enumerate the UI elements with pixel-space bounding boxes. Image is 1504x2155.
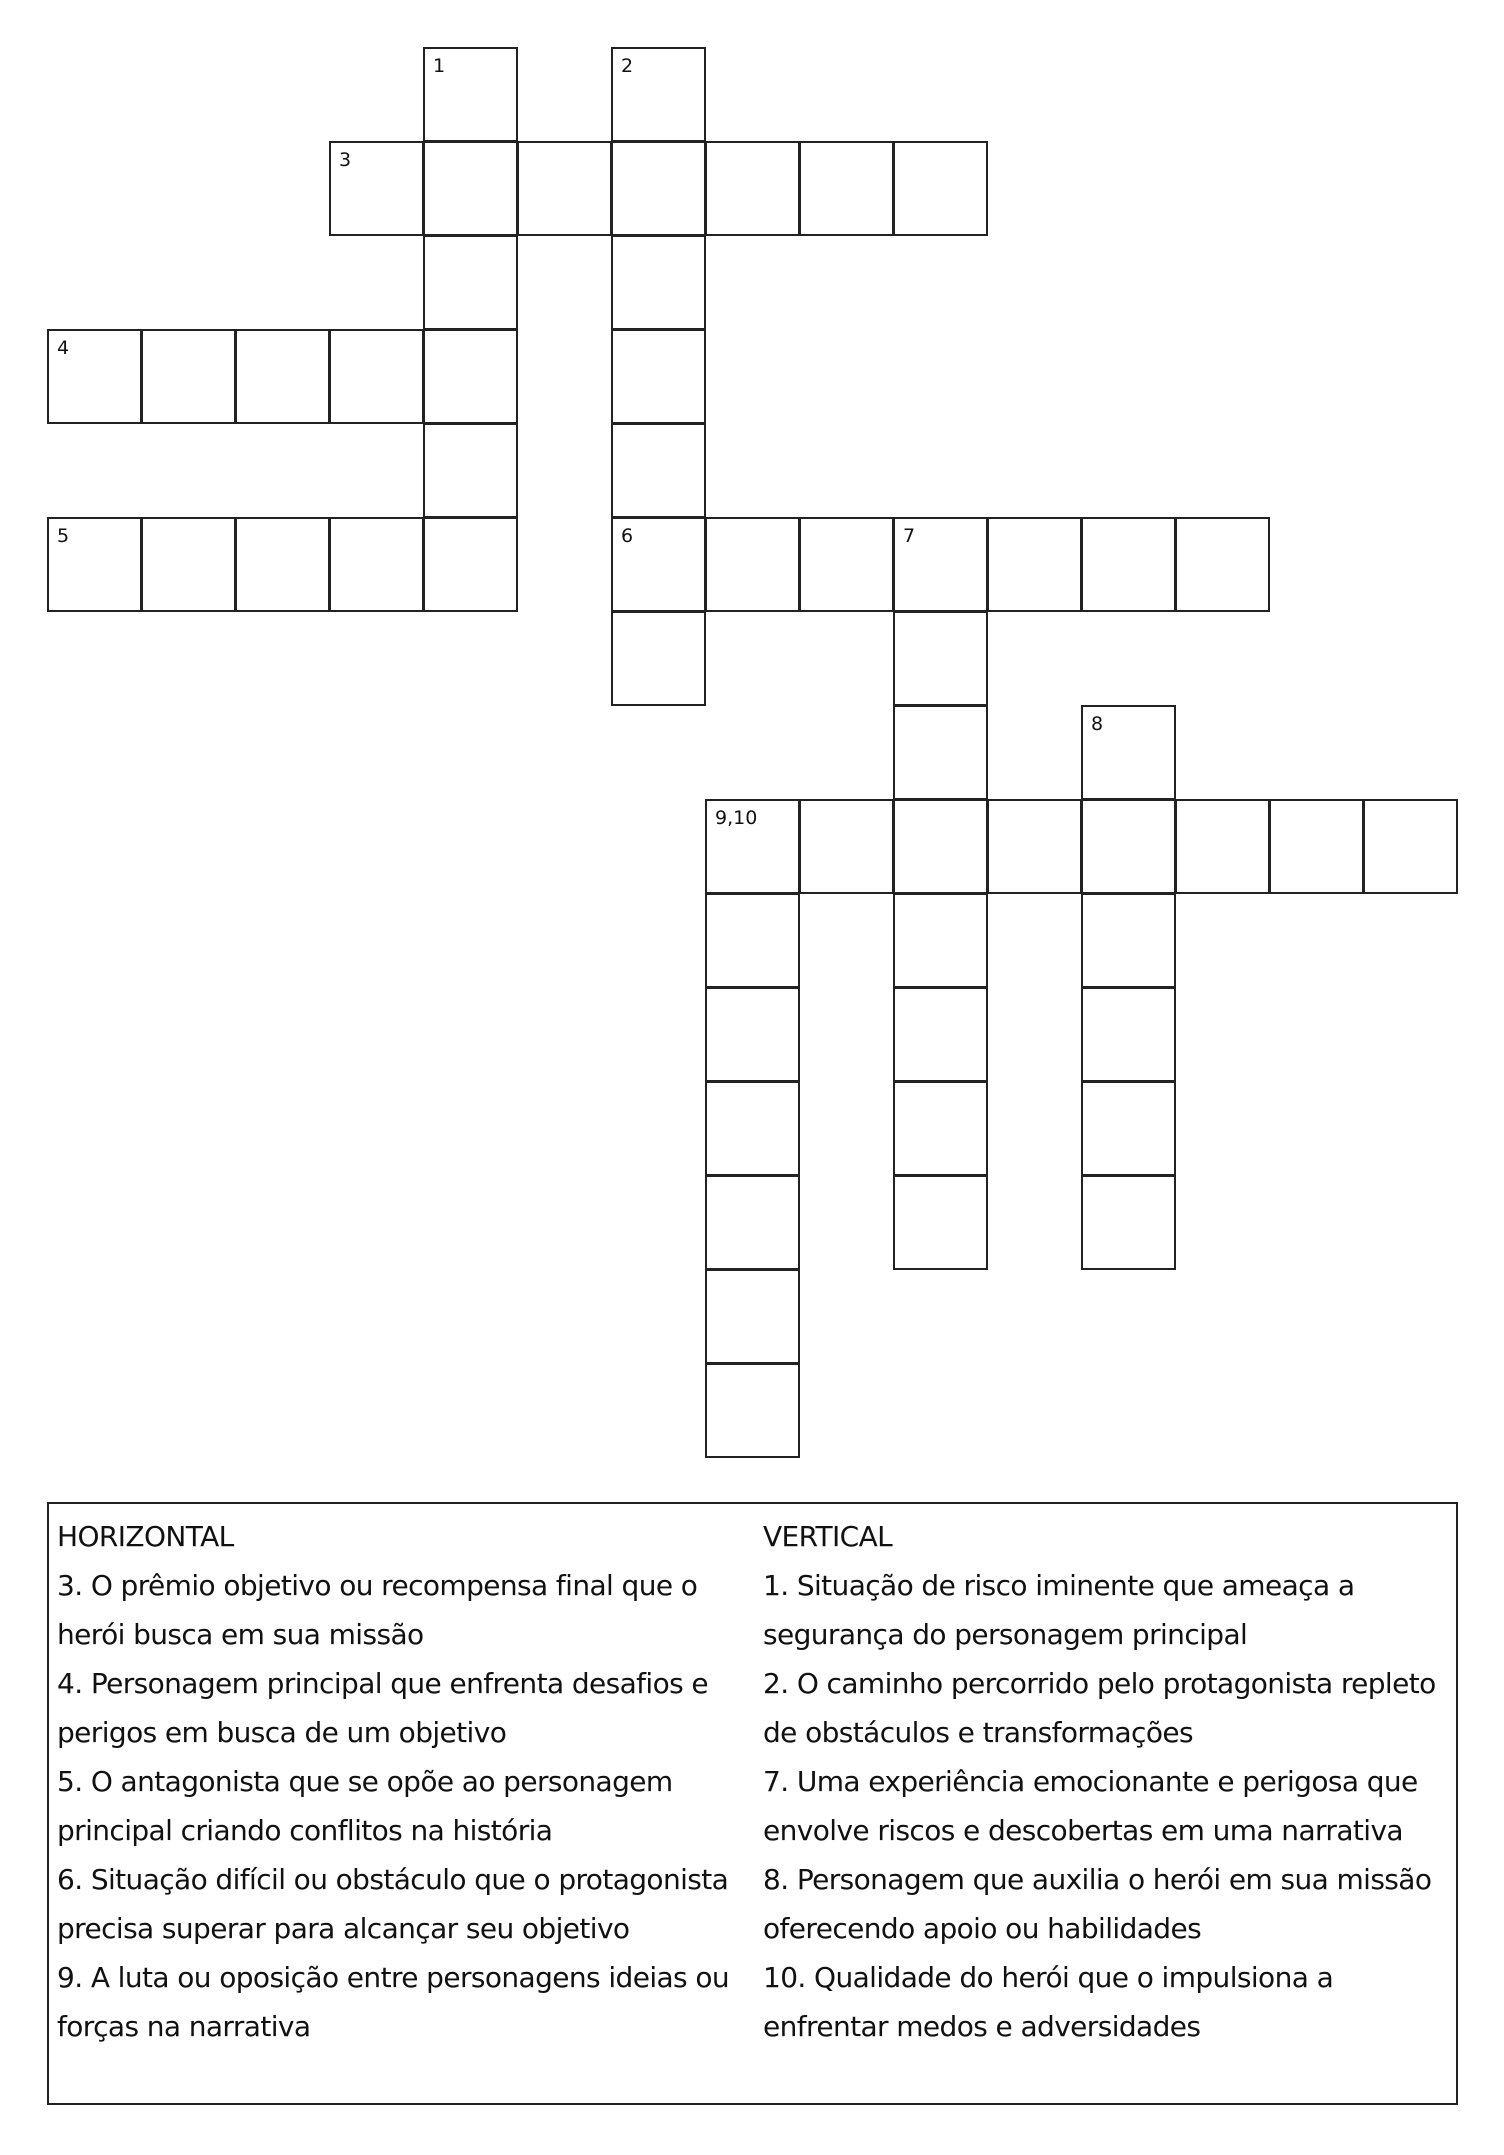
crossword-cell[interactable] (141, 517, 236, 612)
crossword-cell[interactable] (1081, 1175, 1176, 1270)
crossword-cell[interactable] (423, 141, 518, 236)
crossword-cell[interactable] (705, 1081, 800, 1176)
crossword-cell[interactable] (141, 329, 236, 424)
crossword-cell[interactable] (893, 1175, 988, 1270)
crossword-cell[interactable] (893, 705, 988, 800)
clue-number: 3 (339, 149, 352, 171)
clue-number: 9,10 (715, 807, 758, 829)
clue-line: 5. O antagonista que se opõe ao personagem (57, 1765, 673, 1798)
crossword-cell[interactable] (1363, 799, 1458, 894)
crossword-cell[interactable] (1175, 799, 1270, 894)
crossword-cell[interactable] (705, 141, 800, 236)
crossword-cell[interactable] (611, 235, 706, 330)
crossword-cell[interactable] (1081, 517, 1176, 612)
clue-line: envolve riscos e descobertas em uma narrativa (763, 1814, 1403, 1847)
crossword-cell[interactable] (987, 799, 1082, 894)
horizontal-clues (57, 1512, 737, 2051)
clue-line: de obstáculos e transformações (763, 1716, 1193, 1749)
clue-line: forças na narrativa (57, 2010, 311, 2043)
crossword-cell[interactable] (893, 987, 988, 1082)
crossword-cell[interactable] (799, 517, 894, 612)
crossword-cell[interactable] (1081, 1081, 1176, 1176)
crossword-cell[interactable] (517, 141, 612, 236)
clue-line: segurança do personagem principal (763, 1618, 1248, 1651)
crossword-cell[interactable] (329, 329, 424, 424)
crossword-cell[interactable] (705, 1175, 800, 1270)
clue-number: 1 (433, 55, 446, 77)
crossword-cell[interactable] (705, 987, 800, 1082)
crossword-cell[interactable] (893, 141, 988, 236)
crossword-cell[interactable] (705, 517, 800, 612)
crossword-cell[interactable] (1269, 799, 1364, 894)
horizontal-heading: HORIZONTAL (57, 1520, 234, 1553)
crossword-cell[interactable] (611, 141, 706, 236)
crossword-cell[interactable] (329, 517, 424, 612)
crossword-cell[interactable] (705, 1269, 800, 1364)
crossword-cell[interactable] (987, 517, 1082, 612)
crossword-cell[interactable] (893, 611, 988, 706)
clue-line: 9. A luta ou oposição entre personagens ideias ou (57, 1961, 730, 1994)
crossword-cell[interactable] (329, 141, 424, 236)
clue-line: precisa superar para alcançar seu objetivo (57, 1912, 630, 1945)
crossword-cell[interactable] (893, 893, 988, 988)
crossword-cell[interactable] (611, 329, 706, 424)
clues-box (47, 1502, 1458, 2105)
clue-line: perigos em busca de um objetivo (57, 1716, 507, 1749)
crossword-cell[interactable] (893, 799, 988, 894)
crossword-cell[interactable] (423, 329, 518, 424)
crossword-cell[interactable] (1081, 799, 1176, 894)
clue-line: 3. O prêmio objetivo ou recompensa final que o (57, 1569, 698, 1602)
crossword-cell[interactable] (893, 517, 988, 612)
clue-number: 5 (57, 525, 70, 547)
crossword-cell[interactable] (235, 329, 330, 424)
crossword-cell[interactable] (423, 423, 518, 518)
clue-line: oferecendo apoio ou habilidades (763, 1912, 1202, 1945)
clue-line: 10. Qualidade do herói que o impulsiona a (763, 1961, 1334, 1994)
crossword-cell[interactable] (1081, 987, 1176, 1082)
clue-line: 2. O caminho percorrido pelo protagonista repleto (763, 1667, 1436, 1700)
clue-line: enfrentar medos e adversidades (763, 2010, 1201, 2043)
clue-line: 8. Personagem que auxilia o herói em sua missão (763, 1863, 1432, 1896)
clue-line: 7. Uma experiência emocionante e perigosa que (763, 1765, 1418, 1798)
clue-number: 6 (621, 525, 634, 547)
crossword-cell[interactable] (423, 517, 518, 612)
crossword-cell[interactable] (705, 893, 800, 988)
clue-line: principal criando conflitos na história (57, 1814, 553, 1847)
vertical-heading: VERTICAL (763, 1520, 893, 1553)
crossword-cell[interactable] (47, 329, 142, 424)
clue-line: herói busca em sua missão (57, 1618, 424, 1651)
crossword-cell[interactable] (47, 517, 142, 612)
clue-line: 6. Situação difícil ou obstáculo que o protagonista (57, 1863, 729, 1896)
crossword-cell[interactable] (1081, 893, 1176, 988)
crossword-cell[interactable] (423, 235, 518, 330)
crossword-cell[interactable] (423, 47, 518, 142)
crossword-cell[interactable] (705, 1363, 800, 1458)
clue-number: 2 (621, 55, 634, 77)
crossword-cell[interactable] (799, 141, 894, 236)
vertical-clues (763, 1512, 1453, 2051)
clue-number: 7 (903, 525, 916, 547)
crossword-cell[interactable] (705, 799, 800, 894)
crossword-cell[interactable] (893, 1081, 988, 1176)
clue-line: 4. Personagem principal que enfrenta desafios e (57, 1667, 709, 1700)
crossword-cell[interactable] (611, 423, 706, 518)
crossword-cell[interactable] (611, 47, 706, 142)
crossword-cell[interactable] (235, 517, 330, 612)
clue-number: 4 (57, 337, 70, 359)
crossword-cell[interactable] (611, 611, 706, 706)
crossword-cell[interactable] (1081, 705, 1176, 800)
clue-number: 8 (1091, 713, 1104, 735)
clue-line: 1. Situação de risco iminente que ameaça a (763, 1569, 1355, 1602)
crossword-cell[interactable] (1175, 517, 1270, 612)
crossword-cell[interactable] (799, 799, 894, 894)
crossword-cell[interactable] (611, 517, 706, 612)
